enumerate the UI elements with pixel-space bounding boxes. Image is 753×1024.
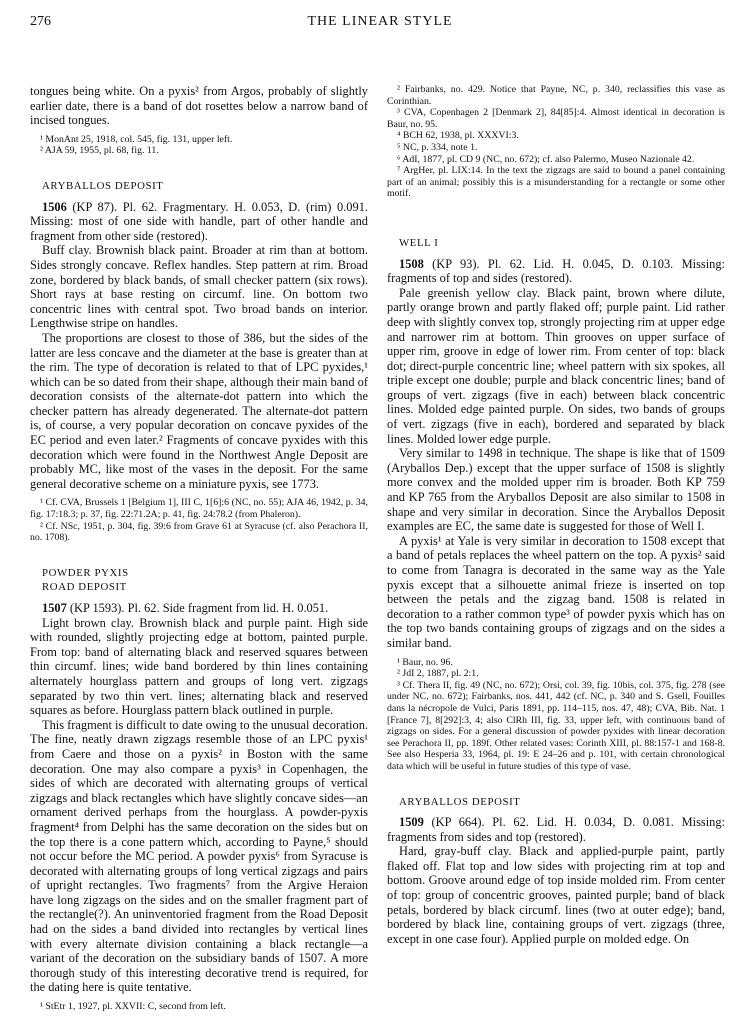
entry-1506-heading: 1506 (KP 87). Pl. 62. Fragmentary. H. 0.053, D. (rim) 0.091. Missing: most of one side with handle, part of other handle and fragment from other side (restored). (30, 199, 368, 243)
page-number: 276 (30, 14, 51, 29)
catalog-number: 1506 (42, 199, 67, 214)
entry-1506-footnotes (30, 497, 368, 543)
footnote: ⁶ AdI, 1877, pl. CD 9 (NC, no. 672); cf. also Palermo, Museo Nazionale 42. (397, 153, 695, 165)
entry-1506-description: Buff clay. Brownish black paint. Broader at rim than at bottom. Sides strongly concave. Reflex handles. Step pattern at rim. Broad zone, bordered by black bands, of small checker pattern (six rows). Short rays at base resting on circumf. line. On bottom two concentric lines with central spot. Two broad bands on interior. Lengthwise stripe on handles. (30, 243, 368, 331)
section-heading-aryballos-deposit-2: ARYBALLOS DEPOSIT (399, 795, 521, 808)
entry-1506-discussion: The proportions are closest to those of 386, but the sides of the latter are less concave and the diameter at the base is greater than at the rim. The type of decoration is related to that of LPC pyxides,¹ which can be so dated from their shape, although their main band of decoration consists of the alternate-dot pattern into which the checker pattern has already degenerated. The alternate-dot pattern is, of course, a very popular decoration on concave pyxides of the EC period and even later.² Fragments of concave pyxides with this decoration which were found in the Northwest Angle Deposit are probably MC, like most of the vases in the deposit. For the same general decorative scheme on a miniature pyxis, see 1773. (30, 330, 368, 491)
section-heading-well-i: WELL I (399, 236, 439, 249)
entry-1508-comparison: Very similar to 1498 in technique. The shape is like that of 1509 (Aryballos Dep.) except that the upper surface of 1508 is slightly more convex and the molded upper rim is broader. Both KP 759 and KP 765 from the Aryballos Deposit are also similar to 1508 in shape and very similar in decoration. Since the Aryballos Deposit examples are EC, the same date is suggested for those of Well I. (387, 446, 725, 534)
footnote: ¹ Baur, no. 96. (397, 656, 453, 668)
footnote: ¹ MonAnt 25, 1918, col. 545, fig. 131, upper left. (40, 133, 233, 145)
continued-footnotes (387, 84, 725, 200)
footnote: ⁴ BCH 62, 1938, pl. XXXVI:3. (397, 130, 519, 142)
subsection-heading-road-deposit: ROAD DEPOSIT (42, 581, 127, 594)
footnote: ³ CVA, Copenhagen 2 [Denmark 2], 84[85]:4. Almost identical in decoration is Baur, no. 95. (387, 107, 725, 130)
catalog-number: 1507 (42, 601, 67, 615)
right-column (387, 84, 725, 946)
entry-1507-heading: 1507 (KP 1593). Pl. 62. Side fragment from lid. H. 0.051. (42, 601, 329, 615)
section-heading-powder-pyxis: POWDER PYXIS (42, 566, 129, 579)
entry-1508-description: Pale greenish yellow clay. Black paint, brown where dilute, partly orange brown and partly flaked off; purple paint. Lid rather deep with slightly convex top, strongly projecting rim at upper edge and narrower rim at bottom. Thin grooves on upper surface of upper rim, groove in edge of lower rim. From center of top: black dot; direct-purple concentric line; wheel pattern with six spokes, all triple except one double; purple and black concentric lines; band of groups of vert. zigzags (five in each) between black concentric lines. Molded edge painted purple. On sides, two bands of groups of vert. zigzags (five in each), bordered and separated by black lines. Molded lower edge purple. (387, 285, 725, 446)
intro-footnotes (30, 134, 368, 157)
entry-1509-heading: 1509 (KP 664). Pl. 62. Lid. H. 0.034, D. 0.081. Missing: fragments from sides and top (restored). (387, 815, 725, 844)
entry-1509-description: Hard, gray-buff clay. Black and applied-purple paint, partly flaked off. Flat top and low sides with projecting rim at top and bottom. Groove around edge of top inside molded rim. From center of top: group of concentric grooves, painted purple; band of black petals, bordered by black circumf. lines (two at outer edge); band, bordered by black line, containing groups of vert. zigzags (three, except in one case four). Applied purple on molded edge. On (387, 844, 725, 946)
running-title: THE LINEAR STYLE (307, 14, 453, 29)
entry-1507-description: Light brown clay. Brownish black and purple paint. High side with rounded, slightly projecting edge at bottom, painted purple. From top: band of alternating black and reserved squares between thin circumf. lines; wide band bordered by thin lines containing alternately hourglass pattern and groups of long vert. zigzags separated by two thin vert. lines; alternating black and reserved squares as before. Hourglass pattern black outlined in purple. (30, 615, 368, 718)
footnote: ⁷ ArgHer, pl. LIX:14. In the text the zigzags are said to bound a panel containing part of an animal; possibly this is a misunderstanding for a rectangle or some other motif. (387, 165, 725, 200)
entry-1507-discussion: This fragment is difficult to date owing to the unusual decoration. The fine, neatly drawn zigzags resemble those of an LPC pyxis¹ from Caere and those on a pyxis² in Boston with the same decoration. One may also compare a pyxis³ in Copenhagen, the sides of which are decorated with alternating groups of vertical zigzags and black rectangles which have slightly concave sides—an ornament derived perhaps from the hourglass. A powder-pyxis fragment⁴ from Delphi has the same decoration on the sides but on the top there is a cone pattern which, according to Payne,⁵ should not occur before the MC period. A powder pyxis⁶ from Syracuse is decorated with alternating groups of long vertical zigzags and pairs of upright rectangles. Two fragments⁷ from the Argive Heraion have long zigzags on the sides and on the smaller fragment part of the rectangle(?). An uninventoried fragment from the Road Deposit had on the sides a band divided into rectangles by vertical lines with every alternate division containing a black rectangle—a variant of the decoration on the subsidiary bands of 1507. A more thorough study of this interesting decorative trend is required, for the dating here is quite tentative. (30, 717, 368, 995)
entry-1508-discussion: A pyxis¹ at Yale is very similar in decoration to 1508 except that a band of petals replaces the wheel pattern on the top. A pyxis² said to come from Tanagra is decorated in the same way as the Yale pyxis except that a silhouette animal frieze is inserted on top between the petals and the zigzag band. 1508 is related in decoration to a rather common type³ of powder pyxis which has on the top two bands containing groups of zigzags and on the sides a similar band. (387, 533, 725, 650)
footnote: ⁵ NC, p. 334, note 1. (397, 141, 478, 153)
footnote: ³ Cf. Thera II, fig. 49 (NC, no. 672); Orsi, col. 39, fig. 10bis, col. 375, fig. 278 (see under NC, no. 672); Fairbanks, nos. 441, 442 (cf. NC, p. 340 and S. Gsell, Fouilles dans la nécropole de Vulci, Paris 1891, pp. 114–115, nos. 47, 48); CVA, Bib. Nat. 1 [France 7], 8[292]:3, 4; also ClRh III, fig. 33, upper left, with continuous band of zigzags on sides. For a general discussion of powder pyxides with linear decoration see Perachora II, pp. 189f. Other related vases: Corinth XIII, pl. 88:157-1 and 168-8. See also Hesperia 33, 1964, pl. 19: E 24–26 and p. 101, with certain chronological data which will be useful in future studies of this type of vase. (387, 679, 725, 772)
footnote: ² Cf. NSc, 1951, p. 304, fig. 39:6 from Grave 61 at Syracuse (cf. also Perachora II, no. 1708). (30, 520, 368, 544)
entry-1508-heading: 1508 (KP 93). Pl. 62. Lid. H. 0.045, D. 0.103. Missing: fragments of top and sides (restored). (387, 256, 725, 286)
catalog-number: 1508 (399, 256, 424, 271)
footnote: ² AJA 59, 1955, pl. 68, fig. 11. (40, 145, 159, 157)
footnote: ² Fairbanks, no. 429. Notice that Payne, NC, p. 340, reclassifies this vase as Corinthian. (387, 84, 725, 107)
footnote: ² JdI 2, 1887, pl. 2:1. (397, 668, 479, 680)
section-heading-aryballos-deposit: ARYBALLOS DEPOSIT (42, 179, 164, 192)
footnote: ¹ Cf. CVA, Brussels 1 [Belgium 1], III C, 1[6]:6 (NC, no. 55); AJA 46, 1942, p. 34, fig. 17:18.3; p. 37, fig. 22:71.2A; p. 41, fig. 24:78.2 (from Phaleron). (30, 497, 368, 521)
left-column (30, 84, 368, 1013)
entry-1507-footnotes (30, 1001, 368, 1013)
intro-paragraph: tongues being white. On a pyxis² from Argos, probably of slightly earlier date, there is a band of dot rosettes below a narrow band of incised tongues. (30, 84, 368, 128)
footnote: ¹ StEtr 1, 1927, pl. XXVII: C, second from left. (40, 1001, 226, 1013)
entry-1508-footnotes (387, 657, 725, 773)
page-header (30, 14, 730, 38)
catalog-number: 1509 (399, 815, 424, 830)
